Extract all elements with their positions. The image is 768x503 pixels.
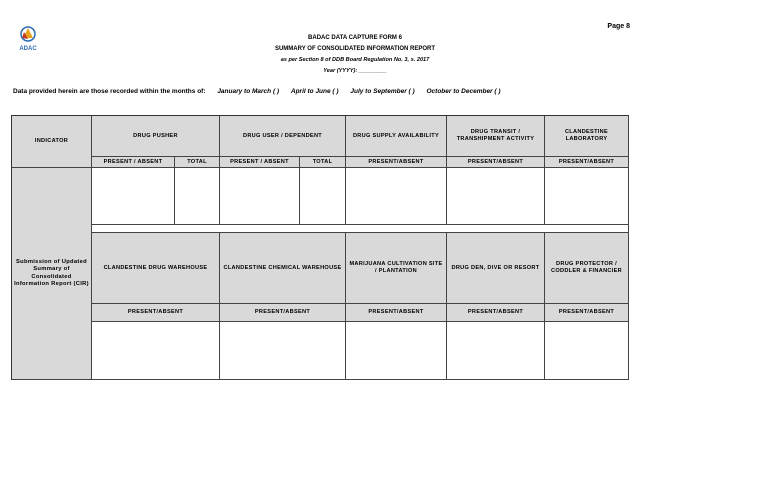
indicator-header: INDICATOR <box>12 116 92 168</box>
input-pusher-total[interactable] <box>175 168 220 225</box>
regulation-note: as per Section 8 of DDB Board Regulation No. 3, s. 2017 <box>280 57 430 63</box>
indicator-row-label: Submission of Updated Summary of Consolidated Information Report (CIR) <box>12 168 92 380</box>
input-protector-present[interactable] <box>545 322 629 380</box>
sub-marijuana-present: PRESENT/ABSENT <box>346 304 447 322</box>
sub-transit-present: PRESENT/ABSENT <box>447 157 545 168</box>
sub-protector-present: PRESENT/ABSENT <box>545 304 629 322</box>
months-line <box>13 88 501 95</box>
header-marijuana-site: MARIJUANA CULTIVATION SITE / PLANTATION <box>346 233 447 304</box>
header-chemical-warehouse: CLANDESTINE CHEMICAL WAREHOUSE <box>220 233 346 304</box>
sub-pusher-present: PRESENT / ABSENT <box>92 157 175 168</box>
quarter-option-4[interactable]: October to December ( ) <box>426 88 501 95</box>
quarter-option-2[interactable]: April to June ( ) <box>290 88 339 95</box>
input-warehouse-present[interactable] <box>92 322 220 380</box>
input-supply-present[interactable] <box>346 168 447 225</box>
input-marijuana-present[interactable] <box>346 322 447 380</box>
sub-user-total: TOTAL <box>300 157 346 168</box>
header-drug-user: DRUG USER / DEPENDENT <box>220 116 346 157</box>
sub-warehouse-present: PRESENT/ABSENT <box>92 304 220 322</box>
quarter-option-3[interactable]: July to September ( ) <box>350 88 415 95</box>
page-number: Page 8 <box>607 23 630 30</box>
sub-den-present: PRESENT/ABSENT <box>447 304 545 322</box>
year-field[interactable]: Year (YYYY): _________ <box>323 68 387 74</box>
input-chemical-present[interactable] <box>220 322 346 380</box>
header-clandestine-lab: CLANDESTINE LABORATORY <box>545 116 629 157</box>
sub-chemical-present: PRESENT/ABSENT <box>220 304 346 322</box>
spacer-row <box>92 225 629 233</box>
cir-table <box>11 115 629 380</box>
input-lab-present[interactable] <box>545 168 629 225</box>
header-drug-supply: DRUG SUPPLY AVAILABILITY <box>346 116 447 157</box>
sub-pusher-total: TOTAL <box>175 157 220 168</box>
input-user-present[interactable] <box>220 168 300 225</box>
quarter-option-1[interactable]: January to March ( ) <box>217 88 280 95</box>
logo-text: ADAC <box>19 46 37 52</box>
input-den-present[interactable] <box>447 322 545 380</box>
header-drug-protector: DRUG PROTECTOR / CODDLER & FINANCIER <box>545 233 629 304</box>
input-transit-present[interactable] <box>447 168 545 225</box>
header-drug-pusher: DRUG PUSHER <box>92 116 220 157</box>
header-drug-den: DRUG DEN, DIVE OR RESORT <box>447 233 545 304</box>
months-lead: Data provided herein are those recorded within the months of: <box>13 88 206 95</box>
adac-logo-icon <box>14 24 42 52</box>
sub-supply-present: PRESENT/ABSENT <box>346 157 447 168</box>
sub-lab-present: PRESENT/ABSENT <box>545 157 629 168</box>
header-drug-warehouse: CLANDESTINE DRUG WAREHOUSE <box>92 233 220 304</box>
sub-user-present: PRESENT / ABSENT <box>220 157 300 168</box>
header-drug-transit: DRUG TRANSIT / TRANSHIPMENT ACTIVITY <box>447 116 545 157</box>
form-title: BADAC DATA CAPTURE FORM 6 <box>308 35 402 41</box>
input-user-total[interactable] <box>300 168 346 225</box>
form-subtitle: SUMMARY OF CONSOLIDATED INFORMATION REPORT <box>274 46 436 52</box>
input-pusher-present[interactable] <box>92 168 175 225</box>
